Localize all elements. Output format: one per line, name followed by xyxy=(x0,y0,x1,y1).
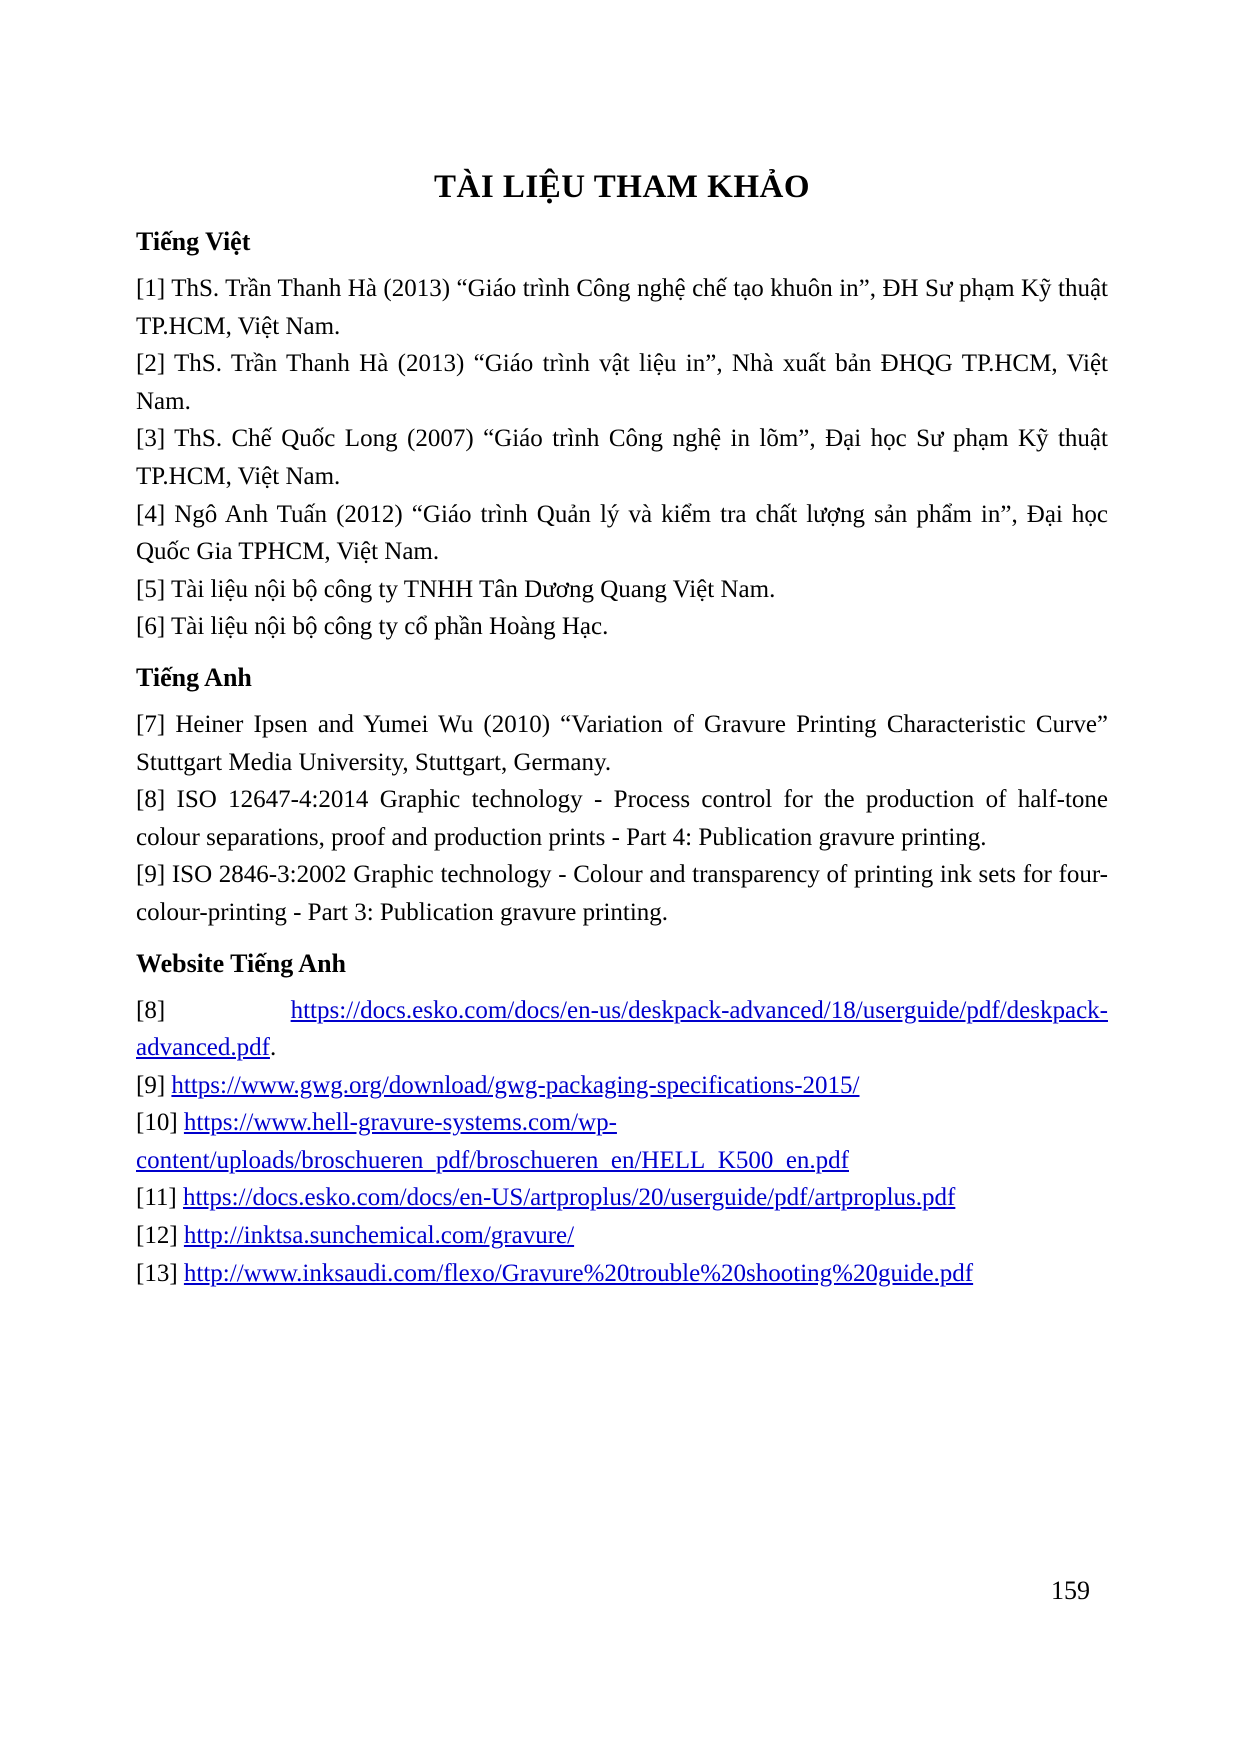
reference-link[interactable]: https://www.gwg.org/download/gwg-packaging-specifications-2015/ xyxy=(171,1071,860,1099)
section-vietnamese xyxy=(136,222,1108,646)
reference-item xyxy=(136,270,1108,345)
reference-label: [10] xyxy=(136,1109,178,1137)
reference-label: [4] xyxy=(136,500,166,528)
reference-label: [9] xyxy=(136,861,166,889)
reference-label: [9] xyxy=(136,1071,166,1099)
reference-item xyxy=(136,345,1108,420)
reference-item xyxy=(136,1179,1108,1217)
page-title: TÀI LIỆU THAM KHẢO xyxy=(433,169,811,205)
reference-item xyxy=(136,1217,1108,1255)
reference-link[interactable]: https://docs.esko.com/docs/en-US/artproplus/20/userguide/pdf/artproplus.pdf xyxy=(182,1184,956,1212)
reference-text: ISO 2846-3:2002 Graphic technology - Colour and transparency of printing ink sets for four-colour-printing - Part 3: Publication gravure printing. xyxy=(136,861,1109,926)
reference-label: [1] xyxy=(136,275,166,302)
reference-item xyxy=(136,1104,1108,1179)
section-english xyxy=(136,658,1108,932)
reference-link-line: content/uploads/broschueren_pdf/broschueren_en/HELL_K500_en.pdf xyxy=(136,1146,849,1174)
page-content xyxy=(136,0,1108,1292)
reference-link[interactable]: http://www.inksaudi.com/flexo/Gravure%20trouble%20shooting%20guide.pdf xyxy=(183,1259,974,1287)
reference-link[interactable]: https://docs.esko.com/docs/en-us/deskpack-advanced/18/userguide/pdf/deskpack-advanced.pdf xyxy=(136,996,1108,1062)
reference-link-line: https://www.hell-gravure-systems.com/wp- xyxy=(183,1109,617,1137)
reference-link[interactable]: http://inktsa.sunchemical.com/gravure/ xyxy=(183,1222,575,1250)
reference-item xyxy=(136,1255,1108,1293)
reference-text: ThS. Chế Quốc Long (2007) “Giáo trình Công nghệ in lõm”, Đại học Sư phạm Kỹ thuật TP.HCM, Việt Nam. xyxy=(136,425,1108,490)
reference-item xyxy=(136,608,1108,646)
reference-text: Ngô Anh Tuấn (2012) “Giáo trình Quản lý và kiểm tra chất lượng sản phẩm in”, Đại học Quốc Gia TPHCM, Việt Nam. xyxy=(136,500,1109,566)
section-heading-vietnamese: Tiếng Việt xyxy=(136,227,251,256)
reference-label: [12] xyxy=(136,1222,178,1250)
reference-text: Heiner Ipsen and Yumei Wu (2010) “Variation of Gravure Printing Characteristic Curve” Stuttgart Media University, Stuttgart, Germany. xyxy=(136,710,1109,776)
reference-label: [3] xyxy=(136,425,166,453)
reference-text: ThS. Trần Thanh Hà (2013) “Giáo trình Công nghệ chế tạo khuôn in”, ĐH Sư phạm Kỹ thuật TP.HCM, Việt Nam. xyxy=(136,275,1108,340)
reference-item xyxy=(136,781,1108,856)
reference-suffix: . xyxy=(269,1034,277,1062)
reference-label: [2] xyxy=(136,350,166,378)
reference-item xyxy=(136,1067,1108,1105)
section-heading-english: Tiếng Anh xyxy=(136,662,252,692)
reference-text: Tài liệu nội bộ công ty cổ phần Hoàng Hạc. xyxy=(170,613,609,641)
reference-label: [11] xyxy=(136,1184,177,1212)
reference-item xyxy=(136,571,1108,609)
reference-label: [8] xyxy=(136,996,166,1024)
page-number: 159 xyxy=(1051,1576,1090,1605)
reference-text: Tài liệu nội bộ công ty TNHH Tân Dương Quang Việt Nam. xyxy=(170,575,776,603)
reference-label: [7] xyxy=(136,710,166,738)
reference-label: [8] xyxy=(136,786,166,814)
reference-link[interactable] xyxy=(136,1109,849,1174)
reference-item xyxy=(136,420,1108,495)
reference-item xyxy=(136,992,1108,1067)
reference-item xyxy=(136,706,1108,781)
reference-item xyxy=(136,496,1108,571)
reference-text: ThS. Trần Thanh Hà (2013) “Giáo trình vật liệu in”, Nhà xuất bản ĐHQG TP.HCM, Việt Nam. xyxy=(136,350,1108,415)
reference-label: [6] xyxy=(136,613,166,641)
section-heading-websites: Website Tiếng Anh xyxy=(136,948,346,978)
reference-label: [5] xyxy=(136,575,166,603)
reference-text: ISO 12647-4:2014 Graphic technology - Process control for the production of half-tone colour separations, proof and production prints - Part 4: Publication gravure printing. xyxy=(136,786,1108,851)
reference-item xyxy=(136,856,1108,931)
reference-label: [13] xyxy=(136,1259,178,1287)
section-websites xyxy=(136,944,1108,1293)
